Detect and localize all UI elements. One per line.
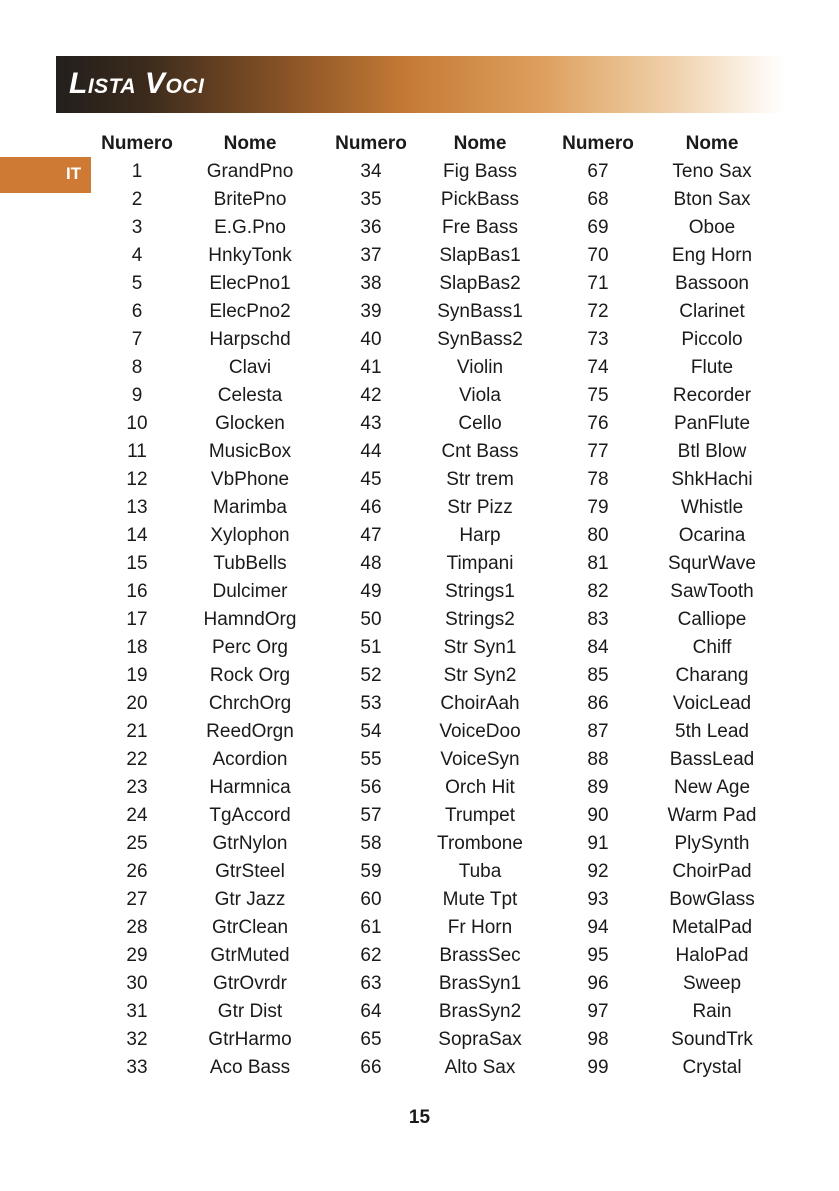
voice-number: 83 [587, 609, 609, 630]
voice-name: SoundTrk [671, 1029, 753, 1050]
voice-name: Eng Horn [671, 245, 753, 266]
voice-number: 7 [131, 329, 143, 350]
voice-number: 31 [126, 1001, 148, 1022]
voice-name: HnkyTonk [208, 245, 292, 266]
voice-name: Clarinet [679, 301, 745, 322]
voice-name: Fig Bass [443, 161, 517, 182]
voice-name: Viola [459, 385, 501, 406]
voice-name: Btl Blow [677, 441, 747, 462]
voice-number: 70 [587, 245, 609, 266]
table-row [95, 326, 767, 354]
voice-number: 21 [126, 721, 148, 742]
voice-number: 91 [587, 833, 609, 854]
voice-name: BrasSyn1 [438, 973, 522, 994]
table-row [95, 718, 767, 746]
voice-name: Marimba [213, 497, 287, 518]
column-header-number: Numero [562, 133, 634, 154]
voice-name: Gtr Jazz [214, 889, 286, 910]
table-row [95, 746, 767, 774]
voice-name: VoiceSyn [440, 749, 520, 770]
table-row [95, 410, 767, 438]
voice-number: 36 [360, 217, 382, 238]
table-row [95, 634, 767, 662]
voice-number: 38 [360, 273, 382, 294]
table-row [95, 270, 767, 298]
voice-number: 47 [360, 525, 382, 546]
voice-name: Bassoon [675, 273, 749, 294]
voice-name: Ocarina [678, 525, 746, 546]
voice-name: Glocken [215, 413, 285, 434]
voice-name: MetalPad [671, 917, 753, 938]
voice-number: 73 [587, 329, 609, 350]
column-header-name: Nome [223, 133, 277, 154]
voice-number: 52 [360, 665, 382, 686]
table-row [95, 578, 767, 606]
voice-number: 15 [126, 553, 148, 574]
voice-number: 93 [587, 889, 609, 910]
voice-number: 89 [587, 777, 609, 798]
voice-name: Harmnica [209, 777, 291, 798]
voice-list-table [95, 130, 767, 1082]
voice-number: 37 [360, 245, 382, 266]
voice-name: Teno Sax [672, 161, 752, 182]
voice-name: Str trem [446, 469, 514, 490]
table-row [95, 438, 767, 466]
voice-name: Strings1 [445, 581, 515, 602]
voice-name: Sweep [682, 973, 742, 994]
voice-number: 18 [126, 637, 148, 658]
voice-name: Aco Bass [209, 1057, 291, 1078]
voice-number: 88 [587, 749, 609, 770]
voice-name: SlapBas1 [439, 245, 521, 266]
voice-name: New Age [673, 777, 751, 798]
voice-name: Violin [456, 357, 504, 378]
voice-number: 13 [126, 497, 148, 518]
voice-number: 51 [360, 637, 382, 658]
voice-name: Clavi [228, 357, 272, 378]
table-row [95, 942, 767, 970]
voice-number: 99 [587, 1057, 609, 1078]
voice-number: 49 [360, 581, 382, 602]
table-row [95, 214, 767, 242]
voice-name: ElecPno1 [209, 273, 291, 294]
voice-number: 30 [126, 973, 148, 994]
voice-name: BowGlass [669, 889, 755, 910]
table-row [95, 494, 767, 522]
voice-number: 25 [126, 833, 148, 854]
column-header-number: Numero [101, 133, 173, 154]
voice-number: 34 [360, 161, 382, 182]
voice-name: Cnt Bass [441, 441, 519, 462]
voice-name: Alto Sax [444, 1057, 516, 1078]
voice-number: 42 [360, 385, 382, 406]
voice-number: 78 [587, 469, 609, 490]
voice-number: 64 [360, 1001, 382, 1022]
table-row [95, 1026, 767, 1054]
voice-number: 14 [126, 525, 148, 546]
voice-name: Mute Tpt [442, 889, 518, 910]
voice-list-body [95, 158, 767, 1082]
voice-name: Fr Horn [447, 917, 513, 938]
voice-name: GtrMuted [210, 945, 290, 966]
voice-number: 50 [360, 609, 382, 630]
table-row [95, 970, 767, 998]
voice-name: Xylophon [210, 525, 290, 546]
voice-name: SynBass1 [437, 301, 523, 322]
voice-name: Piccolo [681, 329, 743, 350]
voice-number: 72 [587, 301, 609, 322]
voice-name: HaloPad [675, 945, 749, 966]
voice-number: 39 [360, 301, 382, 322]
voice-number: 94 [587, 917, 609, 938]
voice-number: 44 [360, 441, 382, 462]
voice-number: 12 [126, 469, 148, 490]
table-row [95, 186, 767, 214]
voice-number: 26 [126, 861, 148, 882]
voice-name: Str Pizz [447, 497, 513, 518]
section-title: Lista Voci [69, 67, 205, 100]
voice-number: 59 [360, 861, 382, 882]
page-number: 15 [408, 1107, 431, 1128]
voice-number: 29 [126, 945, 148, 966]
voice-name: MusicBox [208, 441, 292, 462]
table-row [95, 158, 767, 186]
section-banner [56, 56, 784, 113]
voice-name: Orch Hit [445, 777, 515, 798]
language-code: IT [66, 164, 82, 183]
voice-name: BritePno [213, 189, 287, 210]
voice-name: Strings2 [445, 609, 515, 630]
table-row [95, 606, 767, 634]
column-header-name: Nome [453, 133, 507, 154]
voice-number: 96 [587, 973, 609, 994]
voice-number: 86 [587, 693, 609, 714]
voice-number: 82 [587, 581, 609, 602]
voice-name: Oboe [688, 217, 736, 238]
table-row [95, 1054, 767, 1082]
voice-number: 81 [587, 553, 609, 574]
voice-number: 58 [360, 833, 382, 854]
voice-name: PlySynth [674, 833, 750, 854]
voice-number: 57 [360, 805, 382, 826]
table-row [95, 774, 767, 802]
voice-name: Perc Org [211, 637, 289, 658]
voice-name: GtrOvrdr [213, 973, 287, 994]
voice-name: SqurWave [668, 553, 756, 574]
voice-name: Celesta [217, 385, 283, 406]
voice-name: GtrSteel [215, 861, 285, 882]
voice-name: ShkHachi [671, 469, 753, 490]
voice-name: GtrClean [211, 917, 289, 938]
voice-number: 6 [131, 301, 143, 322]
voice-number: 77 [587, 441, 609, 462]
voice-name: BrasSyn2 [438, 1001, 522, 1022]
voice-name: GtrNylon [212, 833, 288, 854]
voice-number: 92 [587, 861, 609, 882]
table-row [95, 998, 767, 1026]
table-row [95, 830, 767, 858]
voice-number: 4 [131, 245, 143, 266]
voice-name: ChrchOrg [208, 693, 292, 714]
table-row [95, 242, 767, 270]
voice-name: BassLead [669, 749, 755, 770]
voice-number: 41 [360, 357, 382, 378]
voice-number: 98 [587, 1029, 609, 1050]
voice-number: 53 [360, 693, 382, 714]
voice-number: 19 [126, 665, 148, 686]
voice-number: 68 [587, 189, 609, 210]
voice-name: VoicLead [672, 693, 752, 714]
voice-number: 65 [360, 1029, 382, 1050]
voice-number: 62 [360, 945, 382, 966]
table-row [95, 298, 767, 326]
voice-name: HamndOrg [203, 609, 297, 630]
voice-number: 66 [360, 1057, 382, 1078]
voice-number: 56 [360, 777, 382, 798]
voice-number: 16 [126, 581, 148, 602]
voice-name: Tuba [458, 861, 502, 882]
language-tab [0, 157, 91, 193]
voice-number: 28 [126, 917, 148, 938]
voice-name: ChoirAah [440, 693, 520, 714]
voice-name: Calliope [677, 609, 747, 630]
table-row [95, 354, 767, 382]
voice-name: VbPhone [210, 469, 290, 490]
voice-number: 90 [587, 805, 609, 826]
voice-name: ReedOrgn [206, 721, 294, 742]
voice-name: Charang [675, 665, 749, 686]
voice-name: PickBass [440, 189, 520, 210]
voice-number: 97 [587, 1001, 609, 1022]
voice-number: 71 [587, 273, 609, 294]
voice-name: Trumpet [444, 805, 516, 826]
table-row [95, 914, 767, 942]
column-header-name: Nome [685, 133, 739, 154]
voice-number: 95 [587, 945, 609, 966]
voice-name: Recorder [672, 385, 752, 406]
voice-number: 32 [126, 1029, 148, 1050]
voice-name: ChoirPad [672, 861, 752, 882]
voice-name: Crystal [682, 1057, 742, 1078]
voice-name: SynBass2 [437, 329, 523, 350]
voice-name: PanFlute [673, 413, 751, 434]
voice-name: E.G.Pno [214, 217, 286, 238]
voice-name: Bton Sax [673, 189, 751, 210]
voice-name: Rain [692, 1001, 732, 1022]
voice-number: 60 [360, 889, 382, 910]
voice-name: 5th Lead [675, 721, 749, 742]
table-row [95, 382, 767, 410]
voice-number: 87 [587, 721, 609, 742]
voice-number: 69 [587, 217, 609, 238]
table-row [95, 886, 767, 914]
voice-number: 75 [587, 385, 609, 406]
table-row [95, 690, 767, 718]
voice-number: 27 [126, 889, 148, 910]
voice-number: 17 [126, 609, 148, 630]
voice-number: 3 [131, 217, 143, 238]
voice-number: 55 [360, 749, 382, 770]
voice-name: Cello [458, 413, 502, 434]
voice-name: Rock Org [209, 665, 291, 686]
voice-number: 54 [360, 721, 382, 742]
voice-number: 35 [360, 189, 382, 210]
voice-name: SlapBas2 [439, 273, 521, 294]
table-row [95, 802, 767, 830]
table-row [95, 662, 767, 690]
voice-name: Str Syn1 [443, 637, 517, 658]
voice-number: 45 [360, 469, 382, 490]
voice-number: 22 [126, 749, 148, 770]
voice-name: Chiff [692, 637, 732, 658]
table-row [95, 522, 767, 550]
voice-number: 74 [587, 357, 609, 378]
column-header-number: Numero [335, 133, 407, 154]
voice-number: 20 [126, 693, 148, 714]
voice-name: Dulcimer [212, 581, 288, 602]
voice-number: 67 [587, 161, 609, 182]
voice-number: 33 [126, 1057, 148, 1078]
table-row [95, 550, 767, 578]
voice-name: Acordion [212, 749, 288, 770]
voice-number: 1 [131, 161, 143, 182]
voice-number: 40 [360, 329, 382, 350]
voice-number: 9 [131, 385, 143, 406]
voice-number: 43 [360, 413, 382, 434]
voice-number: 23 [126, 777, 148, 798]
voice-number: 79 [587, 497, 609, 518]
voice-number: 48 [360, 553, 382, 574]
voice-number: 46 [360, 497, 382, 518]
voice-name: Fre Bass [441, 217, 519, 238]
voice-number: 63 [360, 973, 382, 994]
voice-name: Warm Pad [667, 805, 757, 826]
voice-number: 76 [587, 413, 609, 434]
voice-number: 80 [587, 525, 609, 546]
voice-name: Harp [459, 525, 501, 546]
voice-number: 10 [126, 413, 148, 434]
table-header-row [95, 130, 767, 158]
voice-name: Flute [690, 357, 734, 378]
voice-number: 85 [587, 665, 609, 686]
voice-number: 24 [126, 805, 148, 826]
voice-number: 2 [131, 189, 143, 210]
voice-name: Trombone [437, 833, 523, 854]
voice-number: 8 [131, 357, 143, 378]
table-row [95, 466, 767, 494]
voice-name: Harpschd [209, 329, 291, 350]
voice-number: 84 [587, 637, 609, 658]
voice-name: TubBells [213, 553, 287, 574]
voice-name: VoiceDoo [439, 721, 521, 742]
voice-number: 11 [127, 441, 147, 462]
voice-number: 61 [360, 917, 382, 938]
voice-name: GtrHarmo [208, 1029, 292, 1050]
voice-name: TgAccord [209, 805, 291, 826]
voice-name: Str Syn2 [443, 665, 517, 686]
voice-name: GrandPno [206, 161, 294, 182]
voice-name: Gtr Dist [217, 1001, 283, 1022]
table-row [95, 858, 767, 886]
voice-name: BrassSec [439, 945, 521, 966]
voice-name: Timpani [446, 553, 514, 574]
voice-name: SawTooth [670, 581, 754, 602]
voice-name: Whistle [680, 497, 744, 518]
voice-number: 5 [131, 273, 143, 294]
voice-name: SopraSax [438, 1029, 522, 1050]
voice-name: ElecPno2 [209, 301, 291, 322]
